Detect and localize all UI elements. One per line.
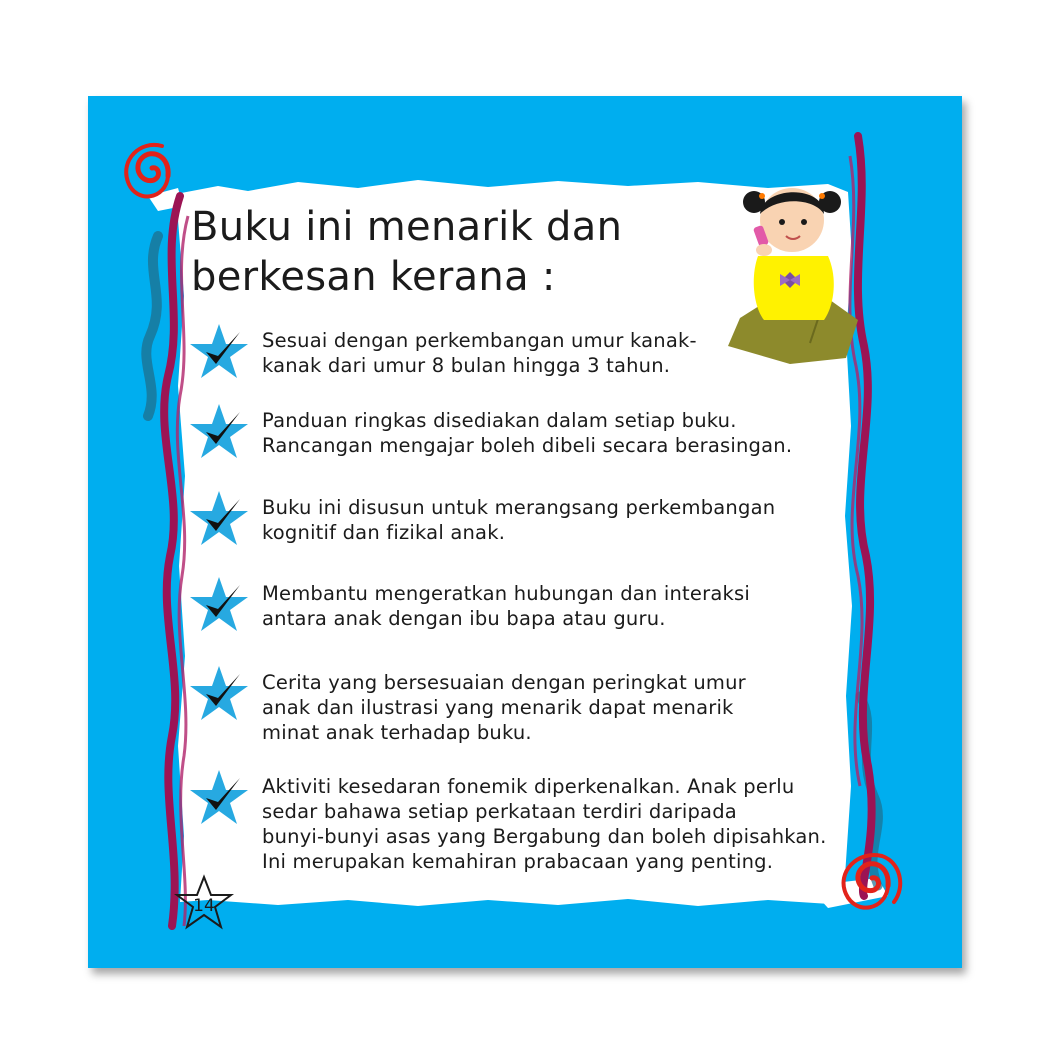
item-text xyxy=(262,581,862,631)
star-check-icon xyxy=(188,575,250,637)
item-line: Cerita yang bersesuaian dengan peringkat umur xyxy=(262,671,746,694)
item-line: Ini merupakan kemahiran prabacaan yang penting. xyxy=(262,850,774,873)
item-line: bunyi-bunyi asas yang Bergabung dan boleh dipisahkan. xyxy=(262,825,827,848)
item-line: Aktiviti kesedaran fonemik diperkenalkan. Anak perlu xyxy=(262,775,795,798)
item-line: kanak dari umur 8 bulan hingga 3 tahun. xyxy=(262,354,671,377)
item-line: Buku ini disusun untuk merangsang perkembangan xyxy=(262,496,776,519)
page-number-badge xyxy=(174,874,234,934)
star-check-icon xyxy=(188,322,250,384)
page-number: 14 xyxy=(193,896,215,916)
star-check-icon xyxy=(188,402,250,464)
star-check-icon xyxy=(188,664,250,726)
reason-list xyxy=(88,96,962,968)
item-text xyxy=(262,670,862,745)
item-line: Panduan ringkas disediakan dalam setiap buku. xyxy=(262,409,737,432)
star-check-icon xyxy=(188,489,250,551)
item-text xyxy=(262,774,862,874)
heading-line-1: Buku ini menarik dan xyxy=(191,204,623,250)
item-text xyxy=(262,408,862,458)
item-text xyxy=(262,495,862,545)
item-line: anak dan ilustrasi yang menarik dapat menarik xyxy=(262,696,734,719)
item-line: Rancangan mengajar boleh dibeli secara berasingan. xyxy=(262,434,793,457)
item-line: kognitif dan fizikal anak. xyxy=(262,521,506,544)
item-line: minat anak terhadap buku. xyxy=(262,721,532,744)
item-line: Sesuai dengan perkembangan umur kanak- xyxy=(262,329,697,352)
book-page xyxy=(88,96,962,968)
item-text xyxy=(262,328,862,378)
item-line: sedar bahawa setiap perkataan terdiri daripada xyxy=(262,800,737,823)
star-check-icon xyxy=(188,768,250,830)
item-line: antara anak dengan ibu bapa atau guru. xyxy=(262,607,666,630)
heading-line-2: berkesan kerana : xyxy=(191,254,556,300)
item-line: Membantu mengeratkan hubungan dan interaksi xyxy=(262,582,750,605)
